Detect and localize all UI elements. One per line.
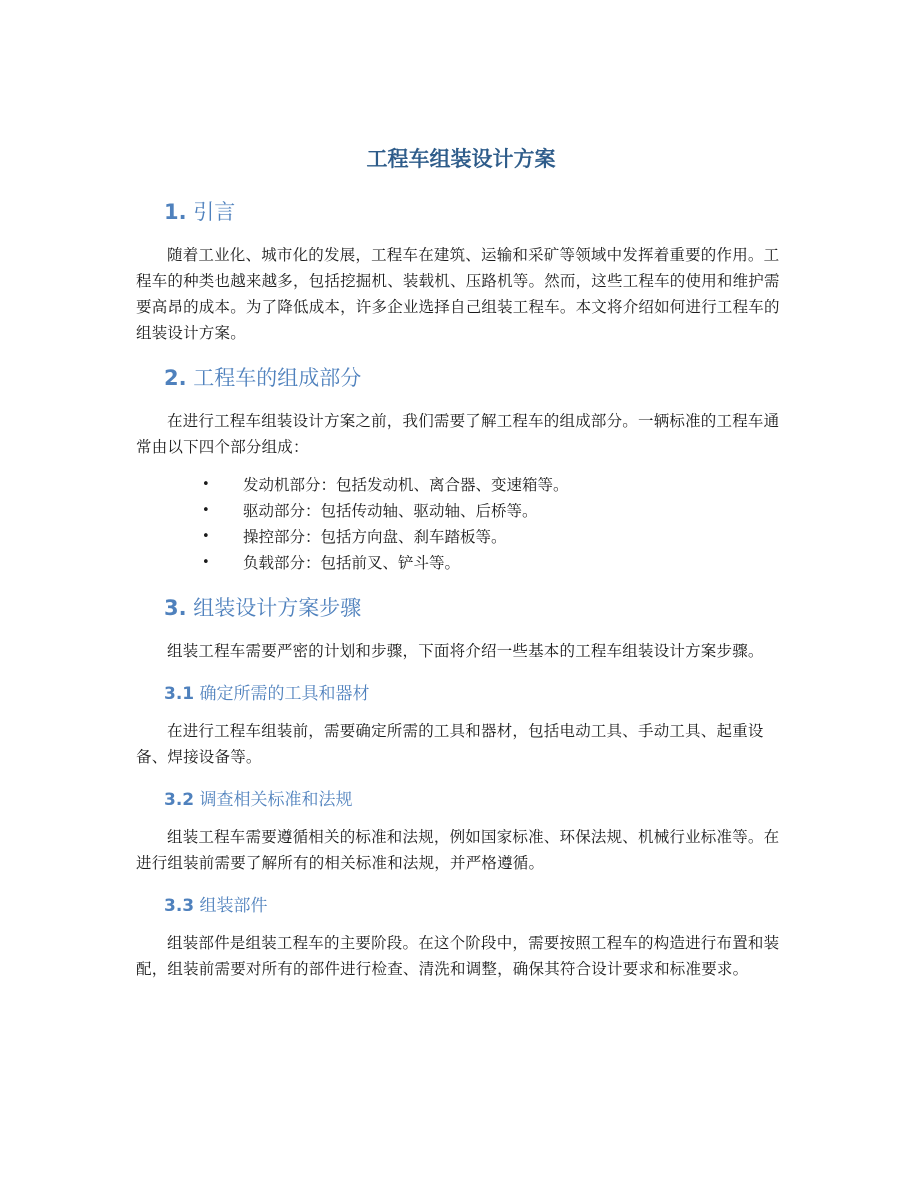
list-item-text: 发动机部分：包括发动机、离合器、变速箱等。 [243, 476, 569, 494]
subsection-3-3-title: 组装部件 [199, 896, 268, 916]
bullet-icon: • [202, 529, 210, 544]
section-3-number: 3. [164, 596, 187, 620]
subsection-3-3-number: 3.3 [164, 896, 195, 916]
section-3-title: 组装设计方案步骤 [193, 596, 362, 620]
list-item [136, 472, 786, 498]
subsection-3-2-title: 调查相关标准和法规 [199, 790, 353, 810]
section-2-title: 工程车的组成部分 [193, 366, 362, 390]
section-3-paragraph: 组装工程车需要严密的计划和步骤，下面将介绍一些基本的工程车组装设计方案步骤。 [167, 642, 764, 660]
component-list [136, 472, 786, 576]
list-item [136, 524, 786, 550]
subsection-3-3-paragraph: 组装部件是组装工程车的主要阶段。在这个阶段中，需要按照工程车的构造进行布置和装配，组装前需要对所有的部件进行检查、清洗和调整，确保其符合设计要求和标准要求。 [136, 934, 780, 978]
bullet-icon: • [202, 555, 210, 570]
bullet-icon: • [202, 503, 210, 518]
subsection-3-2-heading [164, 786, 786, 814]
list-item [136, 550, 786, 576]
subsection-3-1-title: 确定所需的工具和器材 [199, 684, 370, 704]
section-3-heading [164, 592, 786, 624]
subsection-3-2-number: 3.2 [164, 790, 195, 810]
section-1-number: 1. [164, 200, 187, 224]
section-1-paragraph: 随着工业化、城市化的发展，工程车在建筑、运输和采矿等领域中发挥着重要的作用。工程车的种类也越来越多，包括挖掘机、装载机、压路机等。然而，这些工程车的使用和维护需要高昂的成本。为了降低成本，许多企业选择自己组装工程车。本文将介绍如何进行工程车的组装设计方案。 [136, 246, 780, 342]
document-body [136, 142, 786, 998]
section-2-number: 2. [164, 366, 187, 390]
subsection-3-1-number: 3.1 [164, 684, 195, 704]
bullet-icon: • [202, 477, 210, 492]
subsection-3-1-paragraph: 在进行工程车组装前，需要确定所需的工具和器材，包括电动工具、手动工具、起重设备、焊接设备等。 [136, 722, 764, 766]
section-2-heading [164, 362, 786, 394]
list-item-text: 负载部分：包括前叉、铲斗等。 [243, 554, 461, 572]
section-1-title: 引言 [193, 200, 236, 224]
list-item-text: 操控部分：包括方向盘、刹车踏板等。 [243, 528, 507, 546]
list-item [136, 498, 786, 524]
subsection-3-3-heading [164, 892, 786, 920]
section-1-heading [164, 196, 786, 228]
subsection-3-1-heading [164, 680, 786, 708]
section-2-paragraph: 在进行工程车组装设计方案之前，我们需要了解工程车的组成部分。一辆标准的工程车通常由以下四个部分组成： [136, 412, 780, 456]
subsection-3-2-paragraph: 组装工程车需要遵循相关的标准和法规，例如国家标准、环保法规、机械行业标准等。在进行组装前需要了解所有的相关标准和法规，并严格遵循。 [136, 828, 780, 872]
list-item-text: 驱动部分：包括传动轴、驱动轴、后桥等。 [243, 502, 538, 520]
document-title: 工程车组装设计方案 [366, 147, 556, 171]
